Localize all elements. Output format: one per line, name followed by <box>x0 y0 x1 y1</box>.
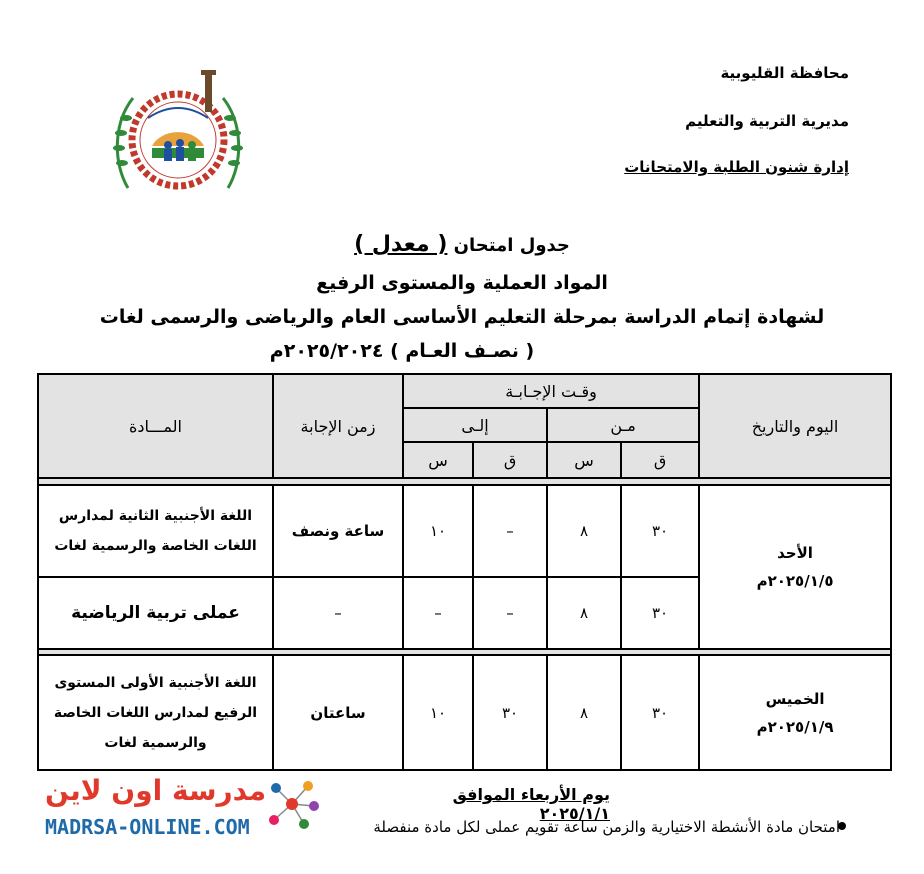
from-minute-cell: ٣٠ <box>621 577 699 649</box>
title-line1 <box>0 232 924 257</box>
wednesday-note: يوم الأربعاء الموافق ٢٠٢٥/١/١ <box>452 785 610 823</box>
from-hour-cell: ٨ <box>547 485 621 577</box>
header-from-hour: س <box>547 442 621 478</box>
directorate-label: مديرية التربية والتعليم <box>685 112 849 130</box>
duration-cell: ساعتان <box>273 655 403 770</box>
subject-cell: اللغة الأجنبية الثانية لمدارس اللغات الخاصة والرسمية لغات <box>38 485 273 577</box>
day-name: الخميس <box>765 689 825 708</box>
header-subject: المـــادة <box>38 374 273 478</box>
subject-cell: عملى تربية الرياضية <box>38 577 273 649</box>
header-day-date: اليوم والتاريخ <box>699 374 891 478</box>
directorate-seal-logo <box>108 68 248 196</box>
from-hour-cell: ٨ <box>547 655 621 770</box>
governorate-label: محافظة القليوبية <box>720 64 849 82</box>
from-hour-cell: ٨ <box>547 577 621 649</box>
header-duration: زمن الإجابة <box>273 374 403 478</box>
day-date-cell <box>699 485 891 649</box>
header-separator <box>38 478 891 485</box>
from-minute-cell: ٣٠ <box>621 485 699 577</box>
header-to: إلـى <box>403 408 547 442</box>
title-prefix: جدول امتحان <box>453 235 570 256</box>
day-name: الأحد <box>777 544 813 562</box>
to-minute-cell: ٣٠ <box>473 655 547 770</box>
header-answer-time: وقـت الإجـابـة <box>403 374 699 408</box>
to-minute-cell: – <box>473 577 547 649</box>
table-row <box>38 485 891 577</box>
network-molecule-icon <box>262 776 322 832</box>
title-line2: المواد العملية والمستوى الرفيع <box>316 272 608 294</box>
department-label: إدارة شنون الطلبة والامتحانات <box>624 158 849 176</box>
title-amended: ( معدل ) <box>354 232 448 257</box>
exam-date: ٢٠٢٥/١/٩م <box>756 717 834 736</box>
exam-date: ٢٠٢٥/١/٥م <box>756 572 834 590</box>
to-hour-cell: ١٠ <box>403 485 473 577</box>
to-hour-cell: – <box>403 577 473 649</box>
duration-cell: – <box>273 577 403 649</box>
watermark-arabic: مدرسة اون لاين <box>45 774 267 807</box>
header-to-hour: س <box>403 442 473 478</box>
header-from: مـن <box>547 408 699 442</box>
subject-cell: اللغة الأجنبية الأولى المستوى الرفيع لمدارس اللغات الخاصة والرسمية لغات <box>38 655 273 770</box>
header-to-minute: ق <box>473 442 547 478</box>
activities-note: امتحان مادة الأنشطة الاختيارية والزمن ساعة تقويم عملى لكل مادة منفصلة <box>373 818 840 836</box>
title-line4: ( نصـف العـام ) ٢٠٢٥/٢٠٢٤م <box>269 340 535 362</box>
header-from-minute: ق <box>621 442 699 478</box>
to-minute-cell: – <box>473 485 547 577</box>
duration-cell: ساعة ونصف <box>273 485 403 577</box>
watermark-latin: MADRSA-ONLINE.COM <box>45 815 250 839</box>
table-row <box>38 655 891 770</box>
day-date-cell <box>699 655 891 770</box>
title-line3: لشهادة إتمام الدراسة بمرحلة التعليم الأساسى العام والرياضى والرسمى لغات <box>99 306 825 328</box>
to-hour-cell: ١٠ <box>403 655 473 770</box>
exam-schedule-table <box>37 373 892 771</box>
from-minute-cell: ٣٠ <box>621 655 699 770</box>
